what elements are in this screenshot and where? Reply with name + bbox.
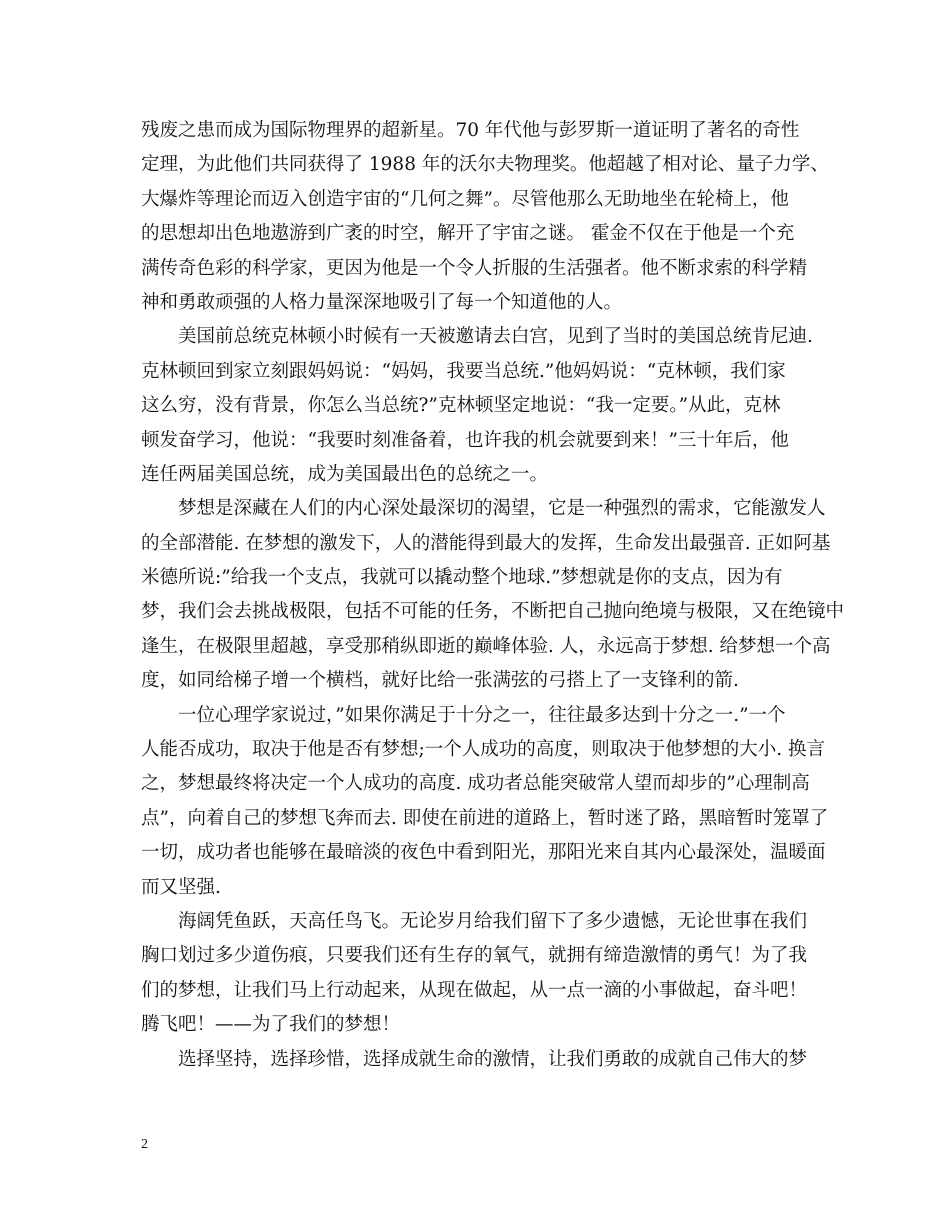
text-line: 胸口划过多少道伤痕，只要我们还有生存的氧气，就拥有缔造激情的勇气！为了我 (141, 945, 808, 967)
text-line: 神和勇敢顽强的人格力量深深地吸引了每一个知道他的人。 (141, 291, 623, 313)
text-line: 残废之患而成为国际物理界的超新星。70 年代他与彭罗斯一道证明了著名的奇性 (141, 120, 800, 141)
text-line: 度，如同给梯子增一个横档，就好比给一张满弦的弓搭上了一支锋利的箭. (141, 670, 739, 692)
text-line: 逢生，在极限里超越，享受那稍纵即逝的巅峰体验. 人，永远高于梦想. 给梦想一个高 (141, 635, 831, 657)
text-line: 人能否成功，取决于他是否有梦想;一个人成功的高度，则取决于他梦想的大小. 换言 (141, 739, 825, 761)
text-line: 顿发奋学习，他说：“我要时刻准备着，也许我的机会就要到来！”三十年后，他 (141, 429, 789, 451)
text-line: 的全部潜能. 在梦想的激发下，人的潜能得到最大的发挥，生命发出最强音. 正如阿基 (141, 532, 831, 554)
paragraph-first-line: 选择坚持，选择珍惜，选择成就生命的激情，让我们勇敢的成就自己伟大的梦 (178, 1048, 808, 1070)
text-line: 梦，我们会去挑战极限，包括不可能的任务，不断把自己抛向绝境与极限，又在绝镜中 (141, 601, 845, 623)
text-line: 的思想却出色地遨游到广袤的时空，解开了宇宙之谜。 霍金不仅在于他是一个充 (141, 223, 795, 245)
document-body (141, 114, 845, 1077)
text-line: 大爆炸等理论而迈入创造宇宙的“几何之舞”。尽管他那么无助地坐在轮椅上，他 (141, 188, 789, 210)
text-line: 米德所说:”给我一个支点，我就可以撬动整个地球.”梦想就是你的支点，因为有 (141, 567, 783, 589)
text-line: 一切，成功者也能够在最暗淡的夜色中看到阳光，那阳光来自其内心最深处，温暖面 (141, 842, 826, 864)
text-line: 连任两届美国总统，成为美国最出色的总统之一。 (141, 463, 549, 485)
paragraph-first-line: 海阔凭鱼跃，天高任鸟飞。无论岁月给我们留下了多少遗憾，无论世事在我们 (178, 910, 808, 932)
text-line: 而又坚强. (141, 876, 221, 898)
paragraph-first-line: 美国前总统克林顿小时候有一天被邀请去白宫，见到了当时的美国总统肯尼迪. (178, 326, 813, 348)
paragraph-first-line: 一位心理学家说过，”如果你满足于十分之一，往往最多达到十分之一.”一个 (178, 704, 786, 726)
text-line: 之，梦想最终将决定一个人成功的高度. 成功者总能突破常人望而却步的”心理制高 (141, 773, 810, 795)
paragraph-first-line: 梦想是深藏在人们的内心深处最深切的渴望，它是一种强烈的需求，它能激发人 (178, 498, 826, 520)
text-line: 们的梦想，让我们马上行动起来，从现在做起，从一点一滴的小事做起，奋斗吧！ (141, 979, 808, 1001)
page-number: 2 (141, 1137, 148, 1152)
text-line: 克林顿回到家立刻跟妈妈说：“妈妈，我要当总统.”他妈妈说：“克林顿，我们家 (141, 360, 786, 382)
text-line: 点”，向着自己的梦想飞奔而去. 即使在前进的道路上，暂时迷了路，黑暗暂时笼罩了 (141, 807, 829, 829)
text-line: 这么穷，没有背景，你怎么当总统?”克林顿坚定地说：“我一定要。”从此，克林 (141, 395, 781, 417)
text-line: 满传奇色彩的科学家，更因为他是一个令人折服的生活强者。他不断求索的科学精 (141, 257, 808, 279)
text-line: 腾飞吧！——为了我们的梦想！ (141, 1014, 401, 1036)
text-line: 定理，为此他们共同获得了 1988 年的沃尔夫物理奖。他超越了相对论、量子力学、 (141, 154, 829, 176)
